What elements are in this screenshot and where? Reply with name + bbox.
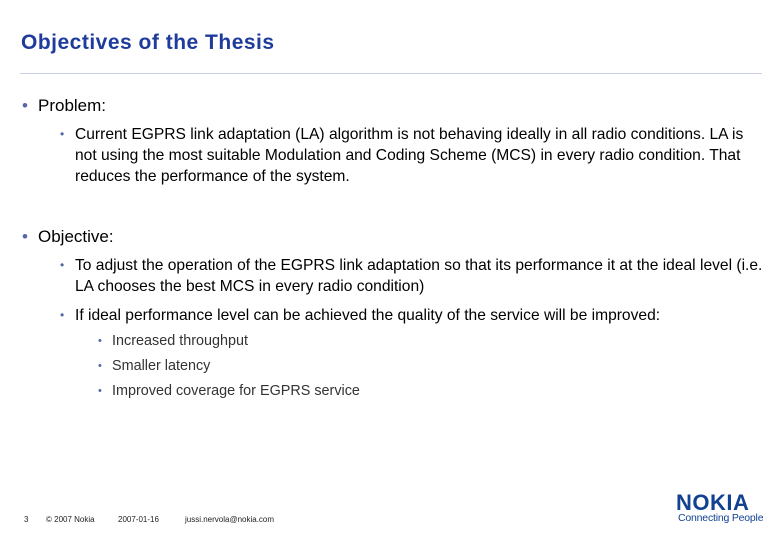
problem-point	[60, 124, 765, 187]
objective-subpoint	[98, 382, 360, 400]
footer-email: jussi.nervola@nokia.com	[185, 515, 275, 524]
section-heading: Problem:	[38, 96, 107, 115]
title-divider	[20, 73, 762, 74]
bullet-icon: •	[60, 258, 65, 272]
bullet-icon: •	[22, 227, 28, 246]
bullet-icon: •	[60, 127, 65, 141]
logo-brand: NOKIA	[676, 490, 750, 515]
footer-date: 2007-01-16	[118, 515, 159, 524]
bullet-icon: •	[60, 308, 65, 322]
subpoint-text: Smaller latency	[112, 358, 211, 374]
logo-tagline: Connecting People	[678, 512, 764, 524]
bullet-icon: •	[98, 360, 102, 372]
subpoint-text: Improved coverage for EGPRS service	[112, 383, 360, 399]
objective-subpoint	[98, 332, 248, 350]
subpoint-text: Increased throughput	[112, 333, 249, 349]
page-number: 3	[24, 515, 29, 524]
point-text: To adjust the operation of the EGPRS link adaptation so that its performance it at the ideal level (i.e. LA chooses the best MCS in every radio condition)	[75, 257, 763, 295]
nokia-logo	[676, 490, 768, 530]
bullet-icon: •	[98, 335, 102, 347]
point-text: If ideal performance level can be achieved the quality of the service will be improved:	[75, 307, 661, 324]
objective-point	[60, 305, 765, 326]
objective-point	[60, 255, 765, 297]
copyright: © 2007 Nokia	[46, 515, 95, 524]
slide-title: Objectives of the Thesis	[21, 31, 275, 54]
objective-subpoint	[98, 357, 210, 375]
section-heading: Objective:	[38, 227, 114, 246]
point-text: Current EGPRS link adaptation (LA) algorithm is not behaving ideally in all radio conditions. LA is not using the most suitable Modulation and Coding Scheme (MCS) in every radio condition. That reduces the performance of the system.	[75, 126, 744, 185]
bullet-icon: •	[22, 96, 28, 115]
bullet-icon: •	[98, 385, 102, 397]
